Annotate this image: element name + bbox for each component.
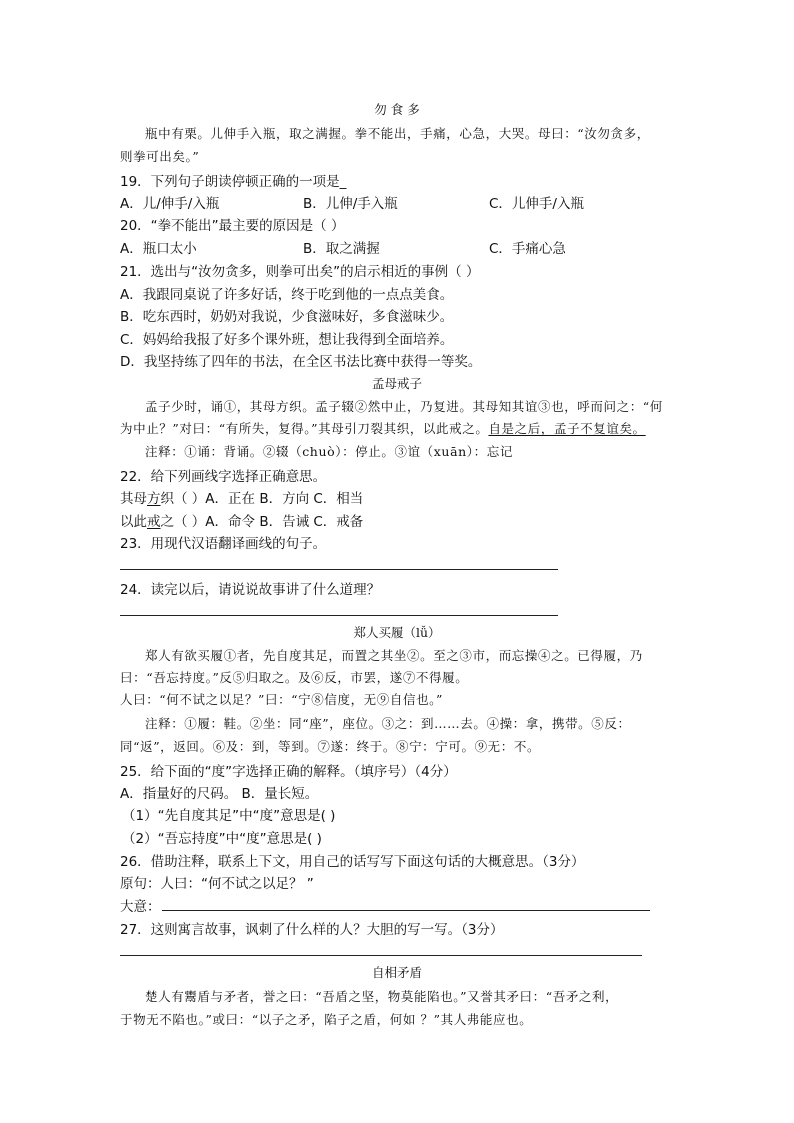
passage-line: 郑人有欲买履①者，先自度其足，而置之其坐②。至之③市，而忘操④之。已得履，乃 [145,648,643,663]
passage-text: 为中止？”对曰：“有所失，复得。”其母引刀裂其织，以此戒之。 [120,421,489,436]
q22-row-1 [120,487,363,507]
answer-line-24[interactable] [120,615,558,616]
q21-option-d[interactable]: D．我坚持练了四年的书法，在全区书法比赛中获得一等奖。 [120,354,482,370]
passage-line: 于物无不陷也。”或曰：“以子之矛，陷子之盾，何如 ？”其人弗能应也。 [120,1012,533,1027]
section-title-meng-mu-jie-zi: 孟母戒子 [371,376,422,391]
q22-row-2-options[interactable]: 之（ ）A．命令 B．告诫 C．戒备 [160,514,364,530]
question-19: 19．下列句子朗读停顿正确的一项是_ [120,174,347,190]
underlined-sentence: 自是之后，孟子不复谊矣。 [488,421,646,436]
question-25: 25．给下面的“度”字选择正确的解释。（填序号）（4分） [120,764,457,780]
q25-options: A．指量好的尺码。 B．量长短。 [120,786,319,802]
section-title-zheng-ren-mai-lv: 郑人买履（lǚ） [353,625,441,640]
question-24: 24．读完以后，请说说故事讲了什么道理？ [120,582,381,598]
section-title-wu-shi-duo: 勿 食 多 [374,102,420,117]
q21-option-b[interactable]: B．吃东西时，奶奶对我说，少食滋味好，多食滋味少。 [120,309,454,325]
passage-line: 曰：“吾忘持度。”反⑤归取之。及⑥反，市罢，遂⑦不得履。 [120,670,469,685]
q20-option-b[interactable]: B．取之满握 [303,241,380,257]
q26-meaning-label: 大意： [120,899,161,915]
answer-line-26[interactable] [162,910,650,911]
question-22: 22．给下列画线字选择正确意思。 [120,469,327,485]
question-27: 27．这则寓言故事，讽刺了什么样的人？大胆的写一写。（3分） [120,922,504,938]
question-23: 23．用现代汉语翻译画线的句子。 [120,536,327,552]
q20-option-c[interactable]: C．手痛心急 [489,241,566,257]
q20-option-a[interactable]: A．瓶口太小 [120,241,197,257]
passage-line: 孟子少时，诵①，其母方织。孟子辍②然中止，乃复进。其母知其谊③也，呼而问之：“何 [145,399,663,414]
q21-option-a[interactable]: A．我跟同桌说了许多好话，终于吃到他的一点点美食。 [120,287,454,303]
annotation-note: 同“返”，返回。⑥及：到，等到。⑦遂：终于。⑧宁：宁可。⑨无：不。 [120,739,541,754]
passage-line: 瓶中有栗。儿伸手入瓶，取之满握。拳不能出，手痛，心急，大哭。母曰：“汝勿贪多， [145,126,650,141]
q22-row-2 [120,510,363,530]
question-20: 20．“拳不能出”最主要的原因是（ ） [120,218,345,234]
answer-line-23[interactable] [120,569,558,570]
q22-row-2-prefix: 以此 [120,514,147,530]
section-title-zi-xiang-mao-dun: 自相矛盾 [371,965,422,980]
passage-line: 楚人有鬻盾与矛者，誉之曰：“吾盾之坚，物莫能陷也。”又誉其矛曰：“吾矛之利， [145,989,619,1004]
q22-row-1-options[interactable]: 织（ ）A．正在 B．方向 C．相当 [160,491,364,507]
question-21: 21．选出与“汝勿贪多，则拳可出矣”的启示相近的事例（ ） [120,264,480,280]
q26-source-sentence: 原句：人曰：“何不试之以足？ ” [120,876,314,892]
q19-option-c[interactable]: C．儿伸手/入瓶 [489,196,584,212]
q22-row-1-prefix: 其母 [120,491,147,507]
q25-sub-2[interactable]: （2）“吾忘持度”中“度”意思是( ) [122,831,322,847]
q22-row-2-target-word: 戒 [147,514,161,530]
annotation-note: 注释：①诵：背诵。②辍（chuò）：停止。③谊（xuān）：忘记 [145,444,513,459]
q22-row-1-target-word: 方 [147,491,161,507]
annotation-note: 注释：①履：鞋。②坐：同“座”，座位。③之：到……去。④操：拿，携带。⑤反： [145,716,631,731]
q19-option-a[interactable]: A．儿/伸手/入瓶 [120,196,220,212]
q25-sub-1[interactable]: （1）“先自度其足”中“度”意思是( ) [122,808,336,824]
passage-line [120,419,646,437]
question-26: 26．借助注释，联系上下文，用自己的话写写下面这句话的大概意思。（3分） [120,854,585,870]
q19-option-b[interactable]: B．儿伸/手入瓶 [303,196,398,212]
answer-line-27[interactable] [120,955,642,956]
passage-line: 则拳可出矣。” [120,149,200,164]
q21-option-c[interactable]: C．妈妈给我报了好多个课外班，想让我得到全面培养。 [120,332,454,348]
passage-line: 人曰：“何不试之以足？”曰：“宁⑧信度，无⑨自信也。” [120,692,444,707]
